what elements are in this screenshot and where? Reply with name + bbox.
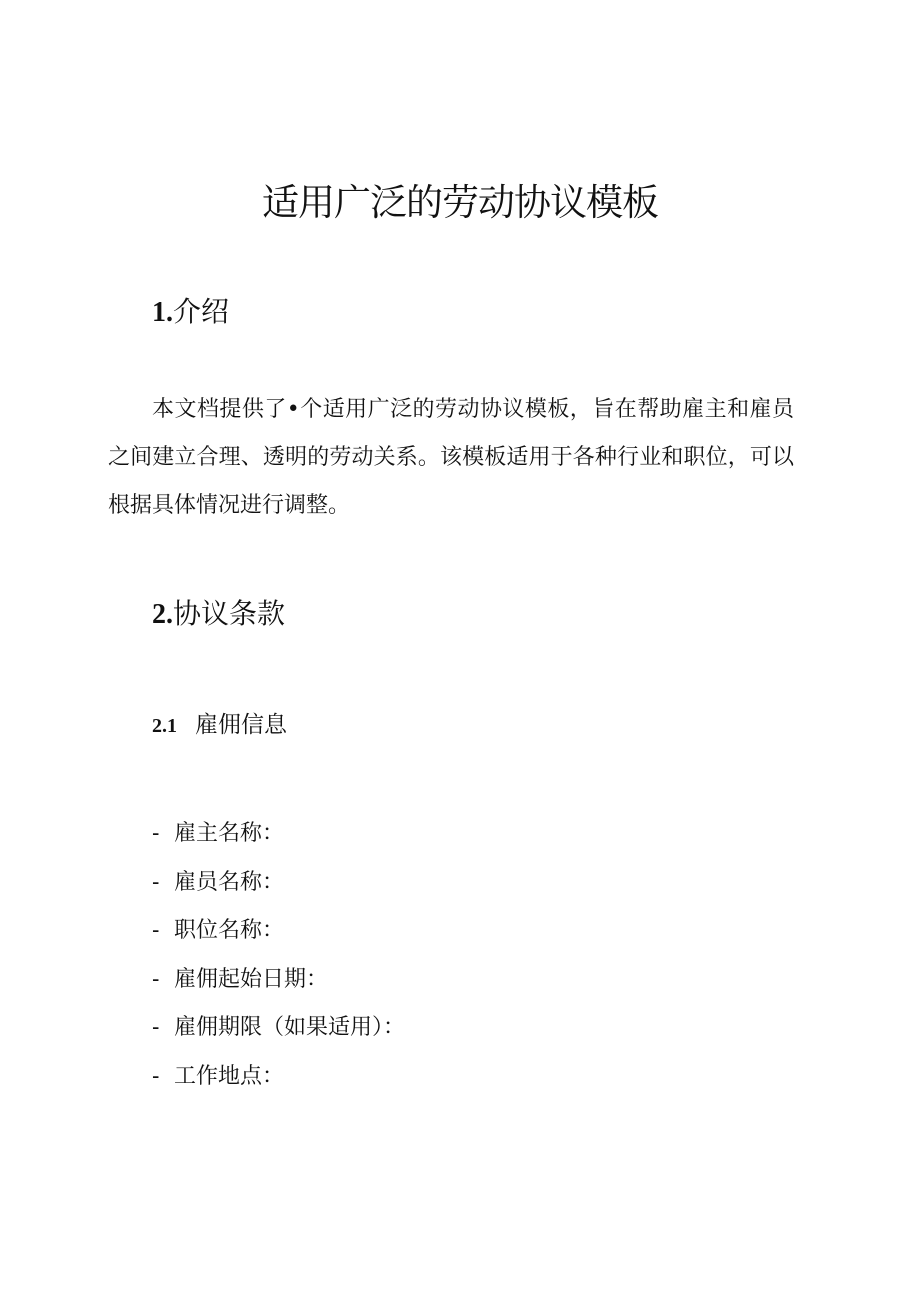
- list-bullet: -: [152, 918, 160, 943]
- section-heading-terms: [152, 594, 285, 635]
- section-number: 1.: [152, 297, 173, 328]
- document-title: 适用广泛的劳动协议模板: [262, 181, 658, 224]
- field-employer-name: [152, 810, 405, 859]
- field-label: 雇主名称：: [174, 821, 285, 846]
- field-label: 雇佣期限（如果适用）：: [174, 1015, 406, 1040]
- field-label: 雇佣起始日期：: [174, 966, 329, 992]
- list-bullet: -: [152, 1063, 160, 1089]
- field-work-location: [152, 1053, 405, 1102]
- field-label: 雇员名称：: [174, 869, 285, 895]
- field-label: 职位名称：: [174, 918, 285, 943]
- subsection-number: 2.1: [152, 715, 177, 737]
- subsection-heading-employment-info: [152, 708, 287, 743]
- list-bullet: -: [152, 821, 160, 846]
- section-title: 协议条款: [173, 597, 286, 630]
- field-start-date: [152, 956, 405, 1005]
- list-bullet: -: [152, 869, 160, 895]
- employment-field-list: [152, 810, 405, 1101]
- field-position-name: [152, 907, 405, 956]
- section-number: 2.: [152, 599, 173, 630]
- field-label: 工作地点：: [174, 1063, 285, 1089]
- subsection-title: 雇佣信息: [195, 712, 287, 738]
- list-bullet: -: [152, 1015, 160, 1040]
- intro-paragraph: 本文档提供了•个适用广泛的劳动协议模板，旨在帮助雇主和雇员之间建立合理、透明的劳动关系。该模板适用于各种行业和职位，可以根据具体情况进行调整。: [108, 397, 794, 518]
- section-title: 介绍: [173, 295, 230, 328]
- field-employee-name: [152, 859, 405, 908]
- field-employment-term: [152, 1004, 405, 1053]
- section-heading-intro: [152, 292, 229, 333]
- list-bullet: -: [152, 966, 160, 992]
